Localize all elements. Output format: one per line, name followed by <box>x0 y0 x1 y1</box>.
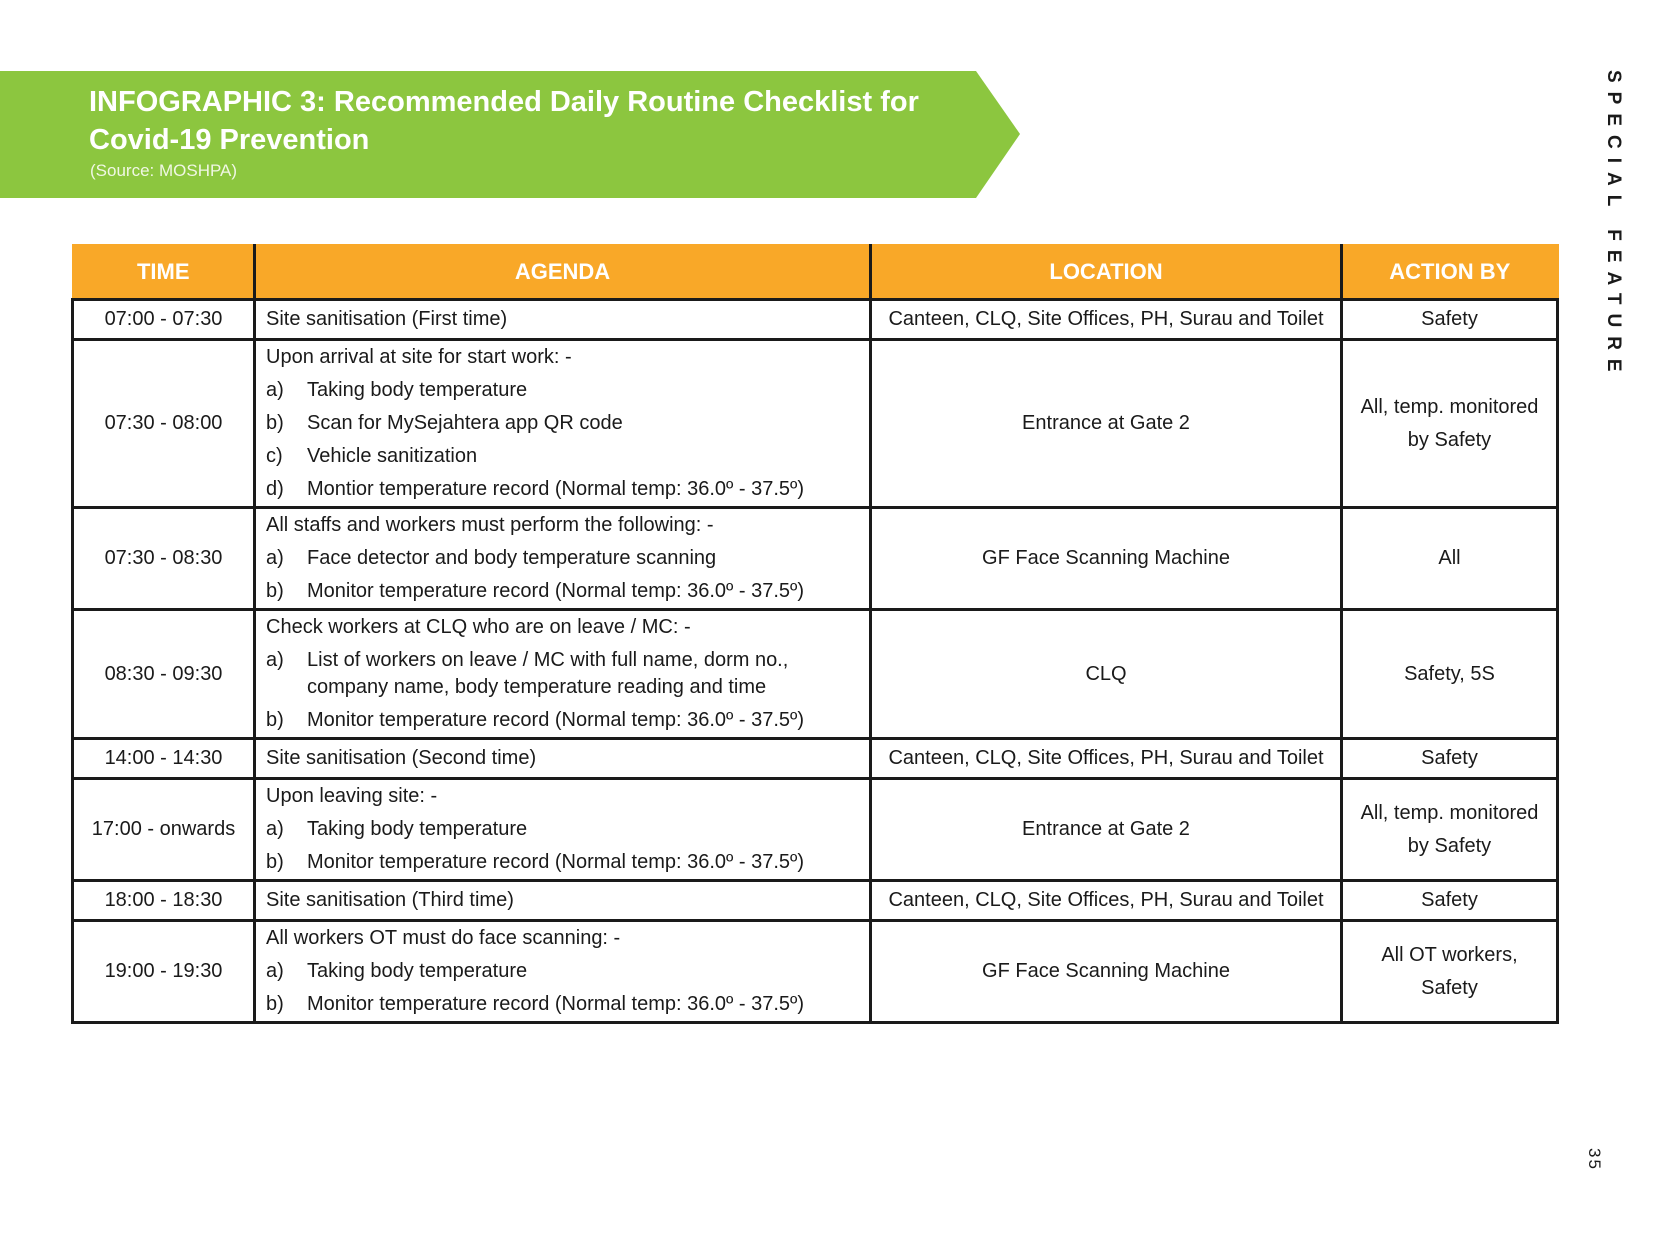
agenda-heading: Site sanitisation (Second time) <box>266 747 537 769</box>
agenda-item-label: b) <box>266 412 284 434</box>
agenda-item-label: b) <box>266 580 284 602</box>
agenda-item-label: a) <box>266 649 284 671</box>
location-cell: Canteen, CLQ, Site Offices, PH, Surau and Toilet <box>871 300 1342 340</box>
agenda-heading: All staffs and workers must perform the following: - <box>266 514 714 536</box>
agenda-cell <box>255 739 871 779</box>
agenda-item <box>266 440 859 473</box>
agenda-item-label: a) <box>266 818 284 840</box>
agenda-item-text: Face detector and body temperature scanning <box>307 547 717 569</box>
action-by-cell: Safety <box>1342 739 1558 779</box>
page-number: 35 <box>1585 1148 1604 1171</box>
agenda-item-label: a) <box>266 379 284 401</box>
agenda-item-label: b) <box>266 709 284 731</box>
location-cell: GF Face Scanning Machine <box>871 508 1342 610</box>
agenda-item <box>266 988 859 1021</box>
agenda-item-label: c) <box>266 445 283 467</box>
location-cell: Entrance at Gate 2 <box>871 779 1342 881</box>
time-cell: 07:00 - 07:30 <box>73 300 255 340</box>
action-by-cell: All <box>1342 508 1558 610</box>
time-cell: 19:00 - 19:30 <box>73 921 255 1023</box>
page-title: INFOGRAPHIC 3: Recommended Daily Routine Checklist for Covid-19 Prevention <box>89 86 919 156</box>
time-cell: 17:00 - onwards <box>73 779 255 881</box>
agenda-item-text: Monitor temperature record (Normal temp: 36.0º - 37.5º) <box>307 993 805 1015</box>
agenda-item-text: Monitor temperature record (Normal temp: 36.0º - 37.5º) <box>307 709 805 731</box>
agenda-cell <box>255 779 871 881</box>
agenda-item <box>266 846 859 879</box>
action-by-cell: Safety, 5S <box>1342 610 1558 739</box>
location-cell: Entrance at Gate 2 <box>871 340 1342 508</box>
agenda-cell <box>255 881 871 921</box>
source-note: (Source: MOSHPA) <box>90 161 238 180</box>
agenda-cell <box>255 508 871 610</box>
agenda-heading: Site sanitisation (Third time) <box>266 889 514 911</box>
column-header-agenda: AGENDA <box>255 245 871 300</box>
agenda-item <box>266 704 859 737</box>
column-header-location: LOCATION <box>871 245 1342 300</box>
agenda-item-text: Vehicle sanitization <box>307 445 478 467</box>
table-row <box>73 921 1558 1023</box>
table-row <box>73 881 1558 921</box>
agenda-cell <box>255 610 871 739</box>
agenda-item <box>266 407 859 440</box>
agenda-heading: Site sanitisation (First time) <box>266 308 508 330</box>
time-cell: 07:30 - 08:30 <box>73 508 255 610</box>
agenda-item-text: Montior temperature record (Normal temp: 36.0º - 37.5º) <box>307 478 805 500</box>
agenda-item <box>266 473 859 506</box>
agenda-heading: All workers OT must do face scanning: - <box>266 927 621 949</box>
agenda-item-text: Taking body temperature <box>307 960 528 982</box>
table-row <box>73 300 1558 340</box>
agenda-item-text: Monitor temperature record (Normal temp: 36.0º - 37.5º) <box>307 580 805 602</box>
action-by-cell: All, temp. monitored by Safety <box>1342 340 1558 508</box>
table-header-row <box>73 245 1558 300</box>
time-cell: 08:30 - 09:30 <box>73 610 255 739</box>
location-cell: GF Face Scanning Machine <box>871 921 1342 1023</box>
agenda-cell <box>255 921 871 1023</box>
agenda-item <box>266 955 859 988</box>
agenda-item <box>266 374 859 407</box>
table-row <box>73 340 1558 508</box>
time-cell: 14:00 - 14:30 <box>73 739 255 779</box>
agenda-item-label: b) <box>266 993 284 1015</box>
agenda-item-label: d) <box>266 478 284 500</box>
location-cell: Canteen, CLQ, Site Offices, PH, Surau and Toilet <box>871 881 1342 921</box>
table-row <box>73 508 1558 610</box>
agenda-item <box>266 813 859 846</box>
table-row <box>73 610 1558 739</box>
table-row <box>73 739 1558 779</box>
agenda-item-text: Scan for MySejahtera app QR code <box>307 412 623 434</box>
time-cell: 07:30 - 08:00 <box>73 340 255 508</box>
agenda-item <box>266 575 859 608</box>
agenda-heading: Upon leaving site: - <box>266 785 438 807</box>
agenda-cell <box>255 300 871 340</box>
agenda-item <box>266 644 859 704</box>
column-header-action-by: ACTION BY <box>1342 245 1558 300</box>
time-cell: 18:00 - 18:30 <box>73 881 255 921</box>
location-cell: CLQ <box>871 610 1342 739</box>
agenda-heading: Upon arrival at site for start work: - <box>266 346 572 368</box>
action-by-cell: Safety <box>1342 881 1558 921</box>
location-cell: Canteen, CLQ, Site Offices, PH, Surau and Toilet <box>871 739 1342 779</box>
agenda-item-text: Taking body temperature <box>307 379 528 401</box>
section-side-label: SPECIAL FEATURE <box>1603 70 1624 381</box>
agenda-heading: Check workers at CLQ who are on leave / MC: - <box>266 616 691 638</box>
agenda-item-label: a) <box>266 547 284 569</box>
action-by-cell: Safety <box>1342 300 1558 340</box>
column-header-time: TIME <box>73 245 255 300</box>
agenda-item-label: b) <box>266 851 284 873</box>
agenda-item <box>266 542 859 575</box>
routine-checklist-table <box>71 244 1559 1024</box>
action-by-cell: All OT workers, Safety <box>1342 921 1558 1023</box>
agenda-item-text: Monitor temperature record (Normal temp: 36.0º - 37.5º) <box>307 851 805 873</box>
agenda-item-text: List of workers on leave / MC with full name, dorm no., company name, body temperature reading and time <box>307 649 789 698</box>
agenda-item-text: Taking body temperature <box>307 818 528 840</box>
agenda-item-label: a) <box>266 960 284 982</box>
action-by-cell: All, temp. monitored by Safety <box>1342 779 1558 881</box>
table-row <box>73 779 1558 881</box>
agenda-cell <box>255 340 871 508</box>
